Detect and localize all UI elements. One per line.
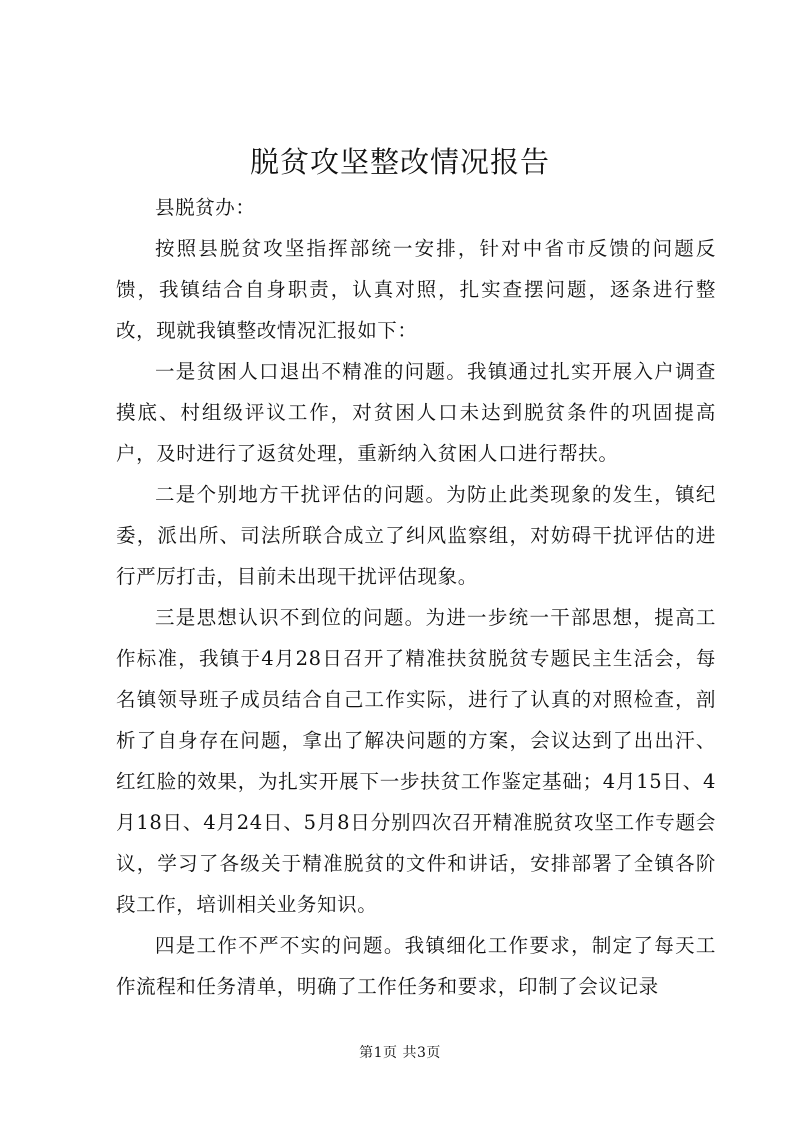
paragraph-item-1: 一是贫困人口退出不精准的问题。我镇通过扎实开展入户调查摸底、村组级评议工作，对贫困人口未达到脱贫条件的巩固提高户，及时进行了返贫处理，重新纳入贫困人口进行帮扶。 (116, 360, 716, 465)
paragraph-intro: 按照县脱贫攻坚指挥部统一安排，针对中省市反馈的问题反馈，我镇结合自身职责，认真对照，扎实查摆问题，逐条进行整改，现就我镇整改情况汇报如下： (116, 237, 716, 342)
paragraph-item-2: 二是个别地方干扰评估的问题。为防止此类现象的发生，镇纪委，派出所、司法所联合成立了纠风监察组，对妨碍干扰评估的进行严厉打击，目前未出现干扰评估现象。 (116, 483, 716, 588)
paragraph-item-4: 四是工作不严不实的问题。我镇细化工作要求，制定了每天工作流程和任务清单，明确了工作任务和要求，印制了会议记录 (116, 934, 716, 998)
paragraph-item-3: 三是思想认识不到位的问题。为进一步统一干部思想，提高工作标准，我镇于4月28日召开了精准扶贫脱贫专题民主生活会，每名镇领导班子成员结合自己工作实际，进行了认真的对照检查，剖析了自身存在问题，拿出了解决问题的方案，会议达到了出出汗、红红脸的效果，为扎实开展下一步扶贫工作鉴定基础；4月15日、4月18日、4月24日、5月8日分别四次召开精准脱贫攻坚工作专题会议，学习了各级关于精准脱贫的文件和讲话，安排部署了全镇各阶段工作，培训相关业务知识。 (116, 606, 716, 916)
salutation: 县脱贫办： (155, 196, 256, 219)
page-number-footer: 第1页 共3页 (359, 1045, 441, 1061)
document-body (116, 187, 716, 1007)
document-title: 脱贫攻坚整改情况报告 (249, 145, 550, 179)
